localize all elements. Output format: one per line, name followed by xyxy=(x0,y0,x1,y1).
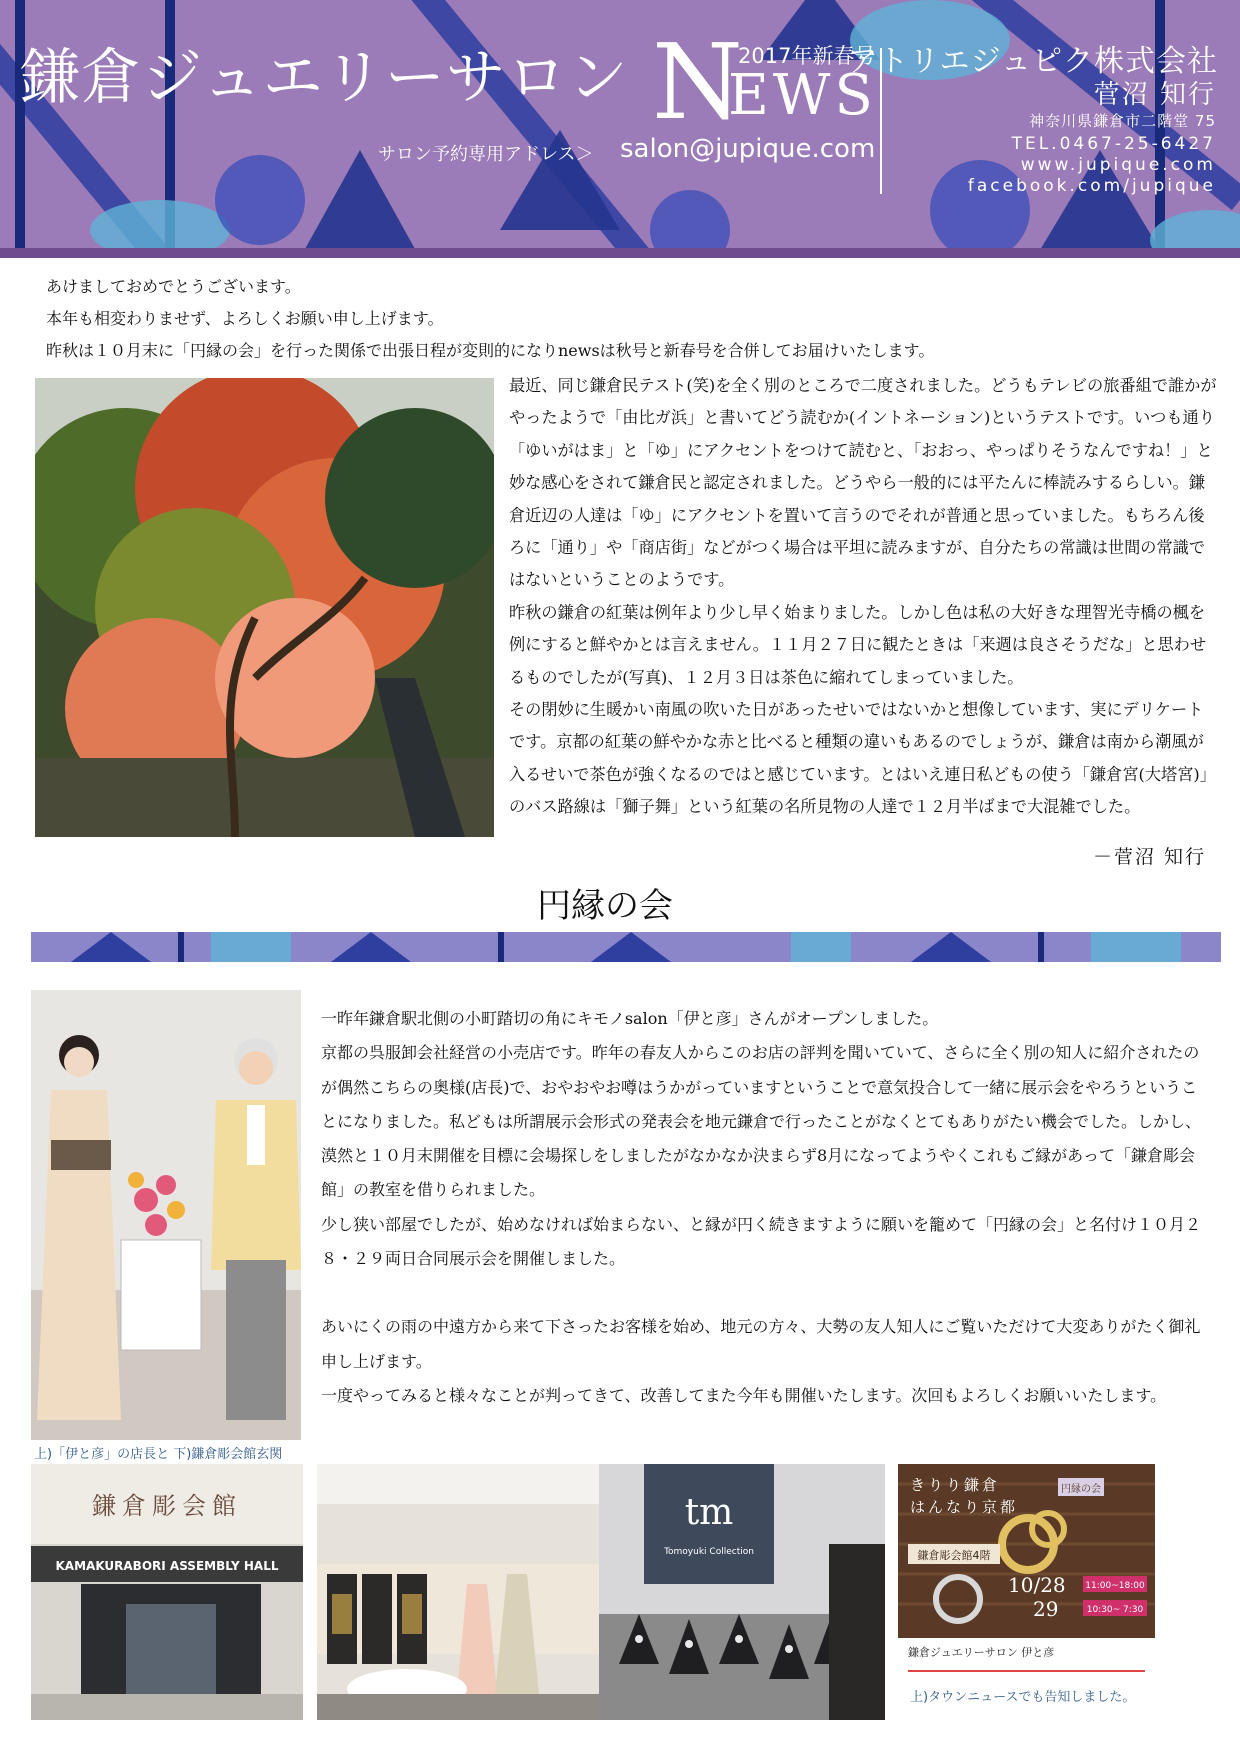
hall-sign-en: KAMAKURABORI ASSEMBLY HALL xyxy=(55,1559,279,1573)
website: www.jupique.com xyxy=(1020,155,1216,175)
article1-paragraph-2: 昨秋の鎌倉の紅葉は例年より少し早く始まりました。しかし色は私の大好きな理智光寺橋の楓を例にすると鮮やかとは言えません。１１月２７日に観たときは「来週は良さそうだな」と思わせるものでしたが(写真)、１２月３日は茶色に縮れてしまっていました。 xyxy=(509,602,1207,687)
autumn-maple-photo xyxy=(35,378,494,837)
intro-line-2: 本年も相変わりませず、よろしくお願い申し上げます。 xyxy=(46,309,444,328)
flyer-date-1: 10/28 xyxy=(1008,1573,1066,1597)
reservation-email: salon@jupique.com xyxy=(620,134,876,164)
portrait-caption: 上)「伊と彦」の店長と 下)鎌倉彫会館玄関 xyxy=(34,1447,283,1462)
company-name: アトリエジュピク株式会社 xyxy=(847,44,1218,79)
article1-paragraph-3: その閉妙に生暖かい南風の吹いた日があったせいではないかと想像しています、実にデリケートです。京都の紅葉の鮮やかな赤と比べると種類の違いもあるのでしょうが、鎌倉は南から潮風が入るせいで茶色が強くなるのではと感じています。とはいえ連日私どもの使う「鎌倉宮(大塔宮)」のバス路線は「獅子舞」という紅葉の名所見物の人達で１２月半ばまで大混雑でした。 xyxy=(509,700,1216,817)
hall-sign-jp: 鎌倉彫会館 xyxy=(92,1492,242,1520)
flyer-caption: 上)タウンニュースでも告知しました。 xyxy=(910,1690,1136,1705)
jewelry-booth-photo xyxy=(599,1464,885,1720)
booth-logo: tm xyxy=(684,1492,734,1533)
flyer-venue: 鎌倉彫会館4階 xyxy=(917,1549,991,1562)
flyer-footer-rule xyxy=(908,1670,1145,1672)
article2-paragraph-4: あいにくの雨の中遠方から来て下さったお客様を始め、地元の方々、大勢の友人知人にご覧いただけて大変ありがたく御礼申し上げます。 xyxy=(321,1317,1201,1371)
article2-spacer xyxy=(321,1276,1201,1310)
article2-paragraph-2: 京都の呉服卸会社経営の小売店です。昨年の春友人からこのお店の評判を聞いていて、さらに全く別の知人に紹介されたのが偶然こちらの奥様(店長)で、おやおやお噂はうかがっていますということで意気投合して一緒に展示会をやろうということになりました。私どもは所謂展示会形式の発表会を地元鎌倉で行ったことがなくとてもありがたい機会でした。しかし、漠然と１０月末開催を目標に会場探しをしましたがなかなか決まらず8月になってようやくこれもご縁があって「鎌倉彫会館」の教室を借りられました。 xyxy=(321,1043,1202,1200)
flyer-time-1: 11:00~18:00 xyxy=(1085,1581,1145,1591)
postal-address: 神奈川県鎌倉市二階堂 75 xyxy=(1029,112,1216,130)
event-flyer-image xyxy=(898,1464,1155,1638)
assembly-hall-entrance-photo xyxy=(31,1464,303,1720)
intro-line-1: あけましておめでとうございます。 xyxy=(46,277,301,296)
section-title: 円縁の会 xyxy=(537,886,673,926)
article1-paragraph-1: 最近、同じ鎌倉民テスト(笑)を全く別のところで二度されました。どうもテレビの旅番組で誰かがやったようで「由比ガ浜」と書いてどう読むか(イントネーション)というテストです。いつも通り「ゆいがはま」と「ゆ」にアクセントをつけて読むと、「おおっ、やっぱりそうなんですね！」と妙な感心をされて鎌倉民と認定されました。どうやら一般的には平たんに棒読みするらしい。鎌倉近辺の人達は「ゆ」にアクセントを置いて言うのでそれが普通と思っていました。もちろん後ろに「通り」や「商店街」などがつく場合は平坦に読みますが、自分たちの常識は世間の常識ではないということのようです。 xyxy=(509,376,1217,590)
article-kamakura-intonation xyxy=(509,370,1217,824)
reservation-address-label: サロン予約専用アドレス＞ xyxy=(378,144,594,165)
flyer-line-2: はんなり京都 xyxy=(910,1498,1019,1516)
flyer-line-1: きりり鎌倉 xyxy=(910,1476,1001,1494)
article-enen-no-kai xyxy=(321,1002,1201,1413)
telephone: TEL.0467-25-6427 xyxy=(1011,134,1216,154)
booth-logo-subtitle: Tomoyuki Collection xyxy=(664,1547,754,1557)
shop-owners-portrait-photo xyxy=(31,990,301,1440)
decorative-band xyxy=(31,932,1221,962)
article2-paragraph-5: 一度やってみると様々なことが判ってきて、改善してまた今年も開催いたします。次回もよろしくお願いいたします。 xyxy=(321,1385,1167,1405)
news-logo-rest: EWS xyxy=(728,63,877,128)
flyer-footer-strip xyxy=(898,1640,1155,1680)
flyer-badge: 円縁の会 xyxy=(1061,1484,1101,1495)
flyer-footer: 鎌倉ジュエリーサロン 伊と彦 xyxy=(908,1646,1055,1659)
intro-line-3: 昨秋は１０月末に「円縁の会」を行った関係で出張日程が変則的になりnewsは秋号と新春号を合併してお届けいたします。 xyxy=(46,341,935,360)
newsletter-title: 鎌倉ジュエリーサロン xyxy=(20,43,629,113)
header-banner xyxy=(0,0,1240,258)
issue-label: 2017年新春号 xyxy=(738,44,876,68)
article2-paragraph-3: 少し狭い部屋でしたが、始めなければ始まらない、と縁が円く続きますように願いを籠めて「円縁の会」と名付け１０月２８・２９両日合同展示会を開催しました。 xyxy=(321,1214,1202,1269)
flyer-time-2: 10:30~ 7:30 xyxy=(1086,1605,1144,1615)
person-name: 菅沼 知行 xyxy=(1093,80,1216,110)
facebook-url: facebook.com/jupique xyxy=(967,176,1216,196)
exhibition-room-photo xyxy=(317,1464,599,1720)
flyer-date-2: 29 xyxy=(1033,1597,1059,1621)
news-logo-initial: N xyxy=(652,21,743,143)
article2-paragraph-1: 一昨年鎌倉駅北側の小町踏切の角にキモノsalon「伊と彦」さんがオープンしました。 xyxy=(321,1009,939,1028)
author-signature: －菅沼 知行 xyxy=(1092,846,1206,868)
